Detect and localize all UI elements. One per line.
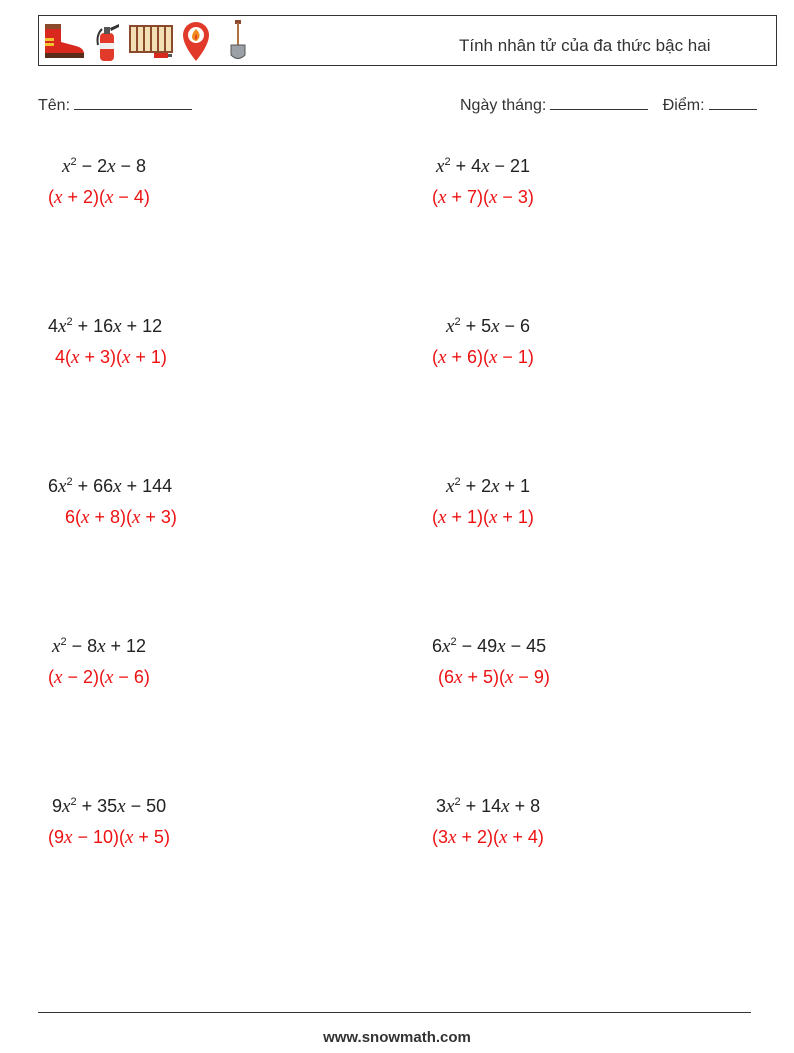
answer-part: + 2)( [62, 187, 105, 207]
question-part: 9 [52, 796, 63, 816]
problem-answer [438, 666, 550, 689]
header-box [38, 15, 777, 66]
name-label: Tên: [38, 97, 71, 114]
question-part: − 45 [505, 636, 547, 656]
answer-part: + 1)( [446, 507, 489, 527]
shovel-icon [218, 19, 258, 63]
question-part: x [107, 156, 116, 177]
question-part: x [113, 476, 122, 497]
answer-part: + 8)( [89, 507, 132, 527]
question-part: x [52, 636, 61, 657]
question-part: x [497, 636, 506, 657]
question-part: x [481, 156, 490, 177]
answer-part: (6 [438, 667, 455, 687]
answer-part: + 4) [507, 827, 544, 847]
problem-expression [432, 631, 550, 658]
answer-part: + 7)( [446, 187, 489, 207]
answer-part: x [438, 347, 447, 368]
question-part: + 8 [509, 796, 541, 816]
problem-8 [0, 631, 550, 689]
question-part: − 2 [76, 156, 108, 176]
question-part: − 50 [125, 796, 167, 816]
question-part: + 2 [460, 476, 492, 496]
answer-part: + 1) [497, 507, 534, 527]
answer-part: + 5) [133, 827, 170, 847]
fire-location-pin-icon [180, 19, 212, 63]
name-blank [74, 93, 192, 110]
answer-part: − 9) [513, 667, 550, 687]
fire-hose-icon [128, 20, 174, 62]
problem-answer [432, 186, 534, 209]
answer-part: x [488, 507, 498, 528]
problem-expression [436, 791, 544, 818]
answer-part: ( [48, 187, 54, 207]
question-part: x [446, 796, 455, 817]
answer-part: x [81, 507, 90, 528]
question-part: x [446, 316, 455, 337]
footer-divider [38, 1012, 751, 1013]
date-blank [550, 93, 648, 110]
answer-part: + 2)( [456, 827, 499, 847]
answer-part: x [504, 667, 514, 688]
answer-part: − 1) [497, 347, 534, 367]
worksheet-title: Tính nhân tử của đa thức bậc hai [459, 36, 711, 55]
answer-part: 4( [55, 347, 72, 367]
answer-part: − 6) [113, 667, 150, 687]
answer-part: − 10)( [72, 827, 125, 847]
answer-part: x [64, 827, 73, 848]
question-part: 2 [454, 316, 461, 328]
icon-row [42, 19, 258, 63]
question-part: x [117, 796, 126, 817]
question-part: x [491, 476, 500, 497]
answer-part: x [498, 827, 508, 848]
question-part: 6 [48, 476, 59, 496]
problem-answer [432, 506, 534, 529]
date-label: Ngày tháng: [460, 97, 547, 114]
problem-4 [0, 311, 534, 369]
question-part: x [442, 636, 451, 657]
footer-url: www.snowmath.com [323, 1029, 471, 1046]
question-part: x [97, 636, 106, 657]
answer-part: x [124, 827, 134, 848]
score-label: Điểm: [662, 97, 705, 114]
question-part: x [446, 476, 455, 497]
fire-extinguisher-icon [94, 19, 122, 63]
question-part: x [113, 316, 122, 337]
answer-part: x [454, 667, 463, 688]
question-part: x [491, 316, 500, 337]
answer-part: + 1) [130, 347, 167, 367]
answer-part: x [104, 667, 114, 688]
question-part: 2 [66, 476, 73, 488]
question-part: + 4 [450, 156, 482, 176]
problem-2 [0, 151, 534, 209]
question-part: x [62, 156, 71, 177]
question-part: + 12 [121, 316, 163, 336]
answer-part: x [438, 507, 447, 528]
answer-part: x [438, 187, 447, 208]
problem-6 [0, 471, 534, 529]
answer-part: x [131, 507, 141, 528]
question-part: − 8 [115, 156, 147, 176]
problem-answer [432, 826, 544, 849]
question-part: 6 [432, 636, 443, 656]
question-part: + 144 [121, 476, 173, 496]
question-part: 2 [444, 156, 451, 168]
answer-part: x [488, 347, 498, 368]
date-score-field [460, 93, 757, 115]
answer-part: ( [432, 347, 438, 367]
problem-expression [446, 311, 534, 338]
answer-part: + 6)( [446, 347, 489, 367]
name-field [38, 93, 192, 115]
answer-part: x [104, 187, 114, 208]
answer-part: + 5)( [462, 667, 505, 687]
question-part: − 21 [489, 156, 531, 176]
answer-part: x [54, 667, 63, 688]
question-part: + 16 [72, 316, 114, 336]
problem-expression [446, 471, 534, 498]
question-part: 2 [66, 316, 73, 328]
answer-part: + 3)( [79, 347, 122, 367]
question-part: 2 [454, 476, 461, 488]
answer-part: + 3) [140, 507, 177, 527]
question-part: + 66 [72, 476, 114, 496]
question-part: + 35 [76, 796, 118, 816]
boot-icon [42, 20, 88, 62]
question-part: 2 [454, 796, 461, 808]
problem-answer [432, 346, 534, 369]
question-part: 2 [450, 636, 457, 648]
answer-part: (9 [48, 827, 65, 847]
answer-part: x [121, 347, 131, 368]
question-part: 2 [60, 636, 67, 648]
question-part: 2 [70, 156, 77, 168]
question-part: + 14 [460, 796, 502, 816]
answer-part: ( [48, 667, 54, 687]
answer-part: ( [432, 187, 438, 207]
question-part: − 6 [499, 316, 531, 336]
answer-part: − 4) [113, 187, 150, 207]
answer-part: x [71, 347, 80, 368]
answer-part: (3 [432, 827, 449, 847]
score-blank [709, 93, 757, 110]
question-part: 2 [70, 796, 77, 808]
question-part: 4 [48, 316, 59, 336]
question-part: − 8 [66, 636, 98, 656]
question-part: x [436, 156, 445, 177]
question-part: + 5 [460, 316, 492, 336]
question-part: + 12 [105, 636, 147, 656]
answer-part: ( [432, 507, 438, 527]
question-part: − 49 [456, 636, 498, 656]
answer-part: x [54, 187, 63, 208]
answer-part: − 2)( [62, 667, 105, 687]
answer-part: 6( [65, 507, 82, 527]
question-part: x [501, 796, 510, 817]
question-part: x [62, 796, 71, 817]
answer-part: x [448, 827, 457, 848]
answer-part: − 3) [497, 187, 534, 207]
answer-part: x [488, 187, 498, 208]
problem-10 [0, 791, 544, 849]
question-part: x [58, 476, 67, 497]
question-part: + 1 [499, 476, 531, 496]
question-part: 3 [436, 796, 447, 816]
question-part: x [58, 316, 67, 337]
problem-expression [436, 151, 534, 178]
